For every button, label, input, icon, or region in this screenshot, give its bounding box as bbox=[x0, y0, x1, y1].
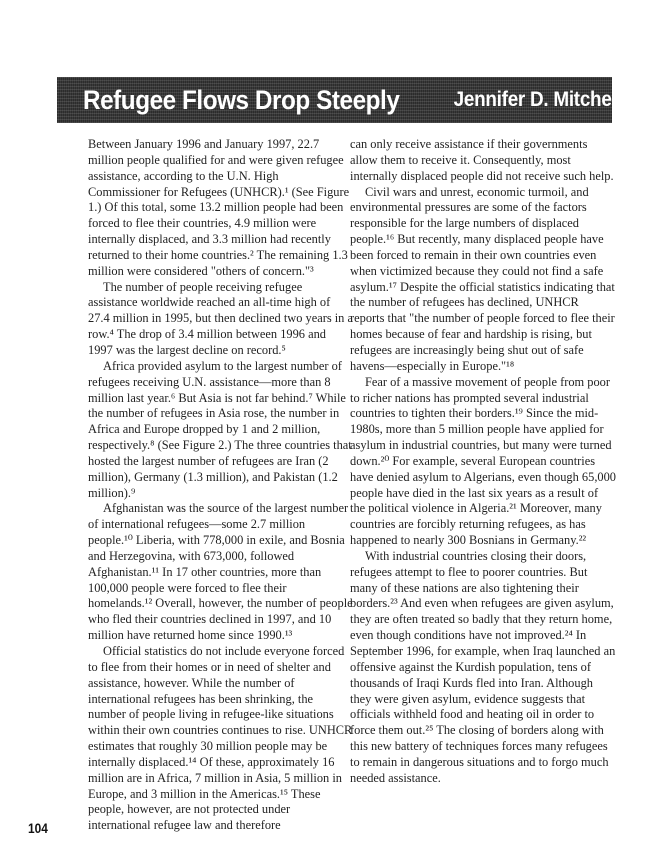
paragraph: Afghanistan was the source of the largest number of international refugees—some 2.7 million people.¹⁰ Liberia, with 778,000 in exile, and Bosnia and Herzegovina, with 673,000, followed Afghanistan.¹¹ In 17 other countries, more than 100,000 people were forced to flee their homelands.¹² Overall, however, the number of people who fled their countries declined in 1997, and 10 million have returned home since 1990.¹³ bbox=[88, 501, 353, 643]
title-banner bbox=[57, 77, 622, 123]
paragraph: can only receive assistance if their governments allow them to receive it. Consequently, most internally displaced people did not receive such help. bbox=[350, 137, 614, 183]
paragraph: Africa provided asylum to the largest number of refugees receiving U.N. assistance—more than 8 million last year.⁶ But Asia is not far behind.⁷ While the number of refugees in Asia rose, the number in Africa and Europe dropped by 1 and 2 million, respectively.⁸ (See Figure 2.) The three countries that hosted the largest number of refugees are Iran (2 million), Germany (1.3 million), and Pakistan (1.2 million).⁹ bbox=[88, 358, 352, 500]
right-column bbox=[350, 137, 616, 787]
article-author: Jennifer D. Mitchell bbox=[453, 88, 622, 111]
left-column bbox=[88, 137, 353, 834]
article-title: Refugee Flows Drop Steeply bbox=[83, 84, 400, 115]
page-number: 104 bbox=[28, 820, 48, 836]
paragraph: Official statistics do not include everyone forced to flee from their homes or in need of shelter and assistance, however. While the number of international refugees has been shrinking, the number of people living in refugee-like situations within their own countries continues to rise. UNHCR estimates that roughly 30 million people may be internally displaced.¹⁴ Of these, approximately 16 million are in Africa, 7 million in Asia, 5 million in Europe, and 3 million in the Americas.¹⁵ These people, however, are not protected under international refugee law and therefore bbox=[88, 644, 353, 833]
paragraph: Fear of a massive movement of people from poor to richer nations has prompted several industrial countries to tighten their borders.¹⁹ Since the mid-1980s, more than 5 million people have applied for asylum in industrial countries, but many were turned down.²⁰ For example, several European countries have denied asylum to Algerians, even though 65,000 people have died in the last six years as a result of the political violence in Algeria.²¹ Moreover, many countries are forcibly returning refugees, as has happened to nearly 300 Bosnians in Germany.²² bbox=[350, 374, 616, 548]
paragraph: The number of people receiving refugee assistance worldwide reached an all-time high of 27.4 million in 1995, but then declined two years in a row.⁴ The drop of 3.4 million between 1996 and 1997 was the largest decline on record.⁵ bbox=[88, 279, 353, 357]
paragraph: Civil wars and unrest, economic turmoil, and environmental pressures are some of the factors responsible for the large numbers of displaced people.¹⁶ But recently, many displaced people have been forced to remain in their own countries even when victimized because they could not find a safe asylum.¹⁷ Despite the official statistics indicating that the number of refugees has declined, UNHCR reports that "the number of people forced to flee their homes because of fear and hardship is rising, but refugees are increasingly being shut out of safe havens—especially in Europe."¹⁸ bbox=[350, 184, 615, 373]
paragraph: With industrial countries closing their doors, refugees attempt to flee to poorer countries. But many of these nations are also tightening their borders.²³ And even when refugees are given asylum, they are often treated so badly that they return home, even though conditions have not improved.²⁴ In September 1996, for example, when Iraq launched an offensive against the Kurdish population, tens of thousands of Iraqi Kurds fled into Iran. Although they were given asylum, evidence suggests that officials withheld food and heating oil in order to force them out.²⁵ The closing of borders along with this new battery of techniques forces many refugees to remain in dangerous situations and to forgo much needed assistance. bbox=[350, 548, 616, 785]
paragraph: Between January 1996 and January 1997, 22.7 million people qualified for and were given refugee assistance, according to the U.N. High Commissioner for Refugees (UNHCR).¹ (See Figure 1.) Of this total, some 13.2 million people had been forced to flee their countries, 4.9 million were internally displaced, and 3.3 million had recently returned to their home countries.² The remaining 1.3 million were considered "others of concern."³ bbox=[88, 137, 350, 278]
